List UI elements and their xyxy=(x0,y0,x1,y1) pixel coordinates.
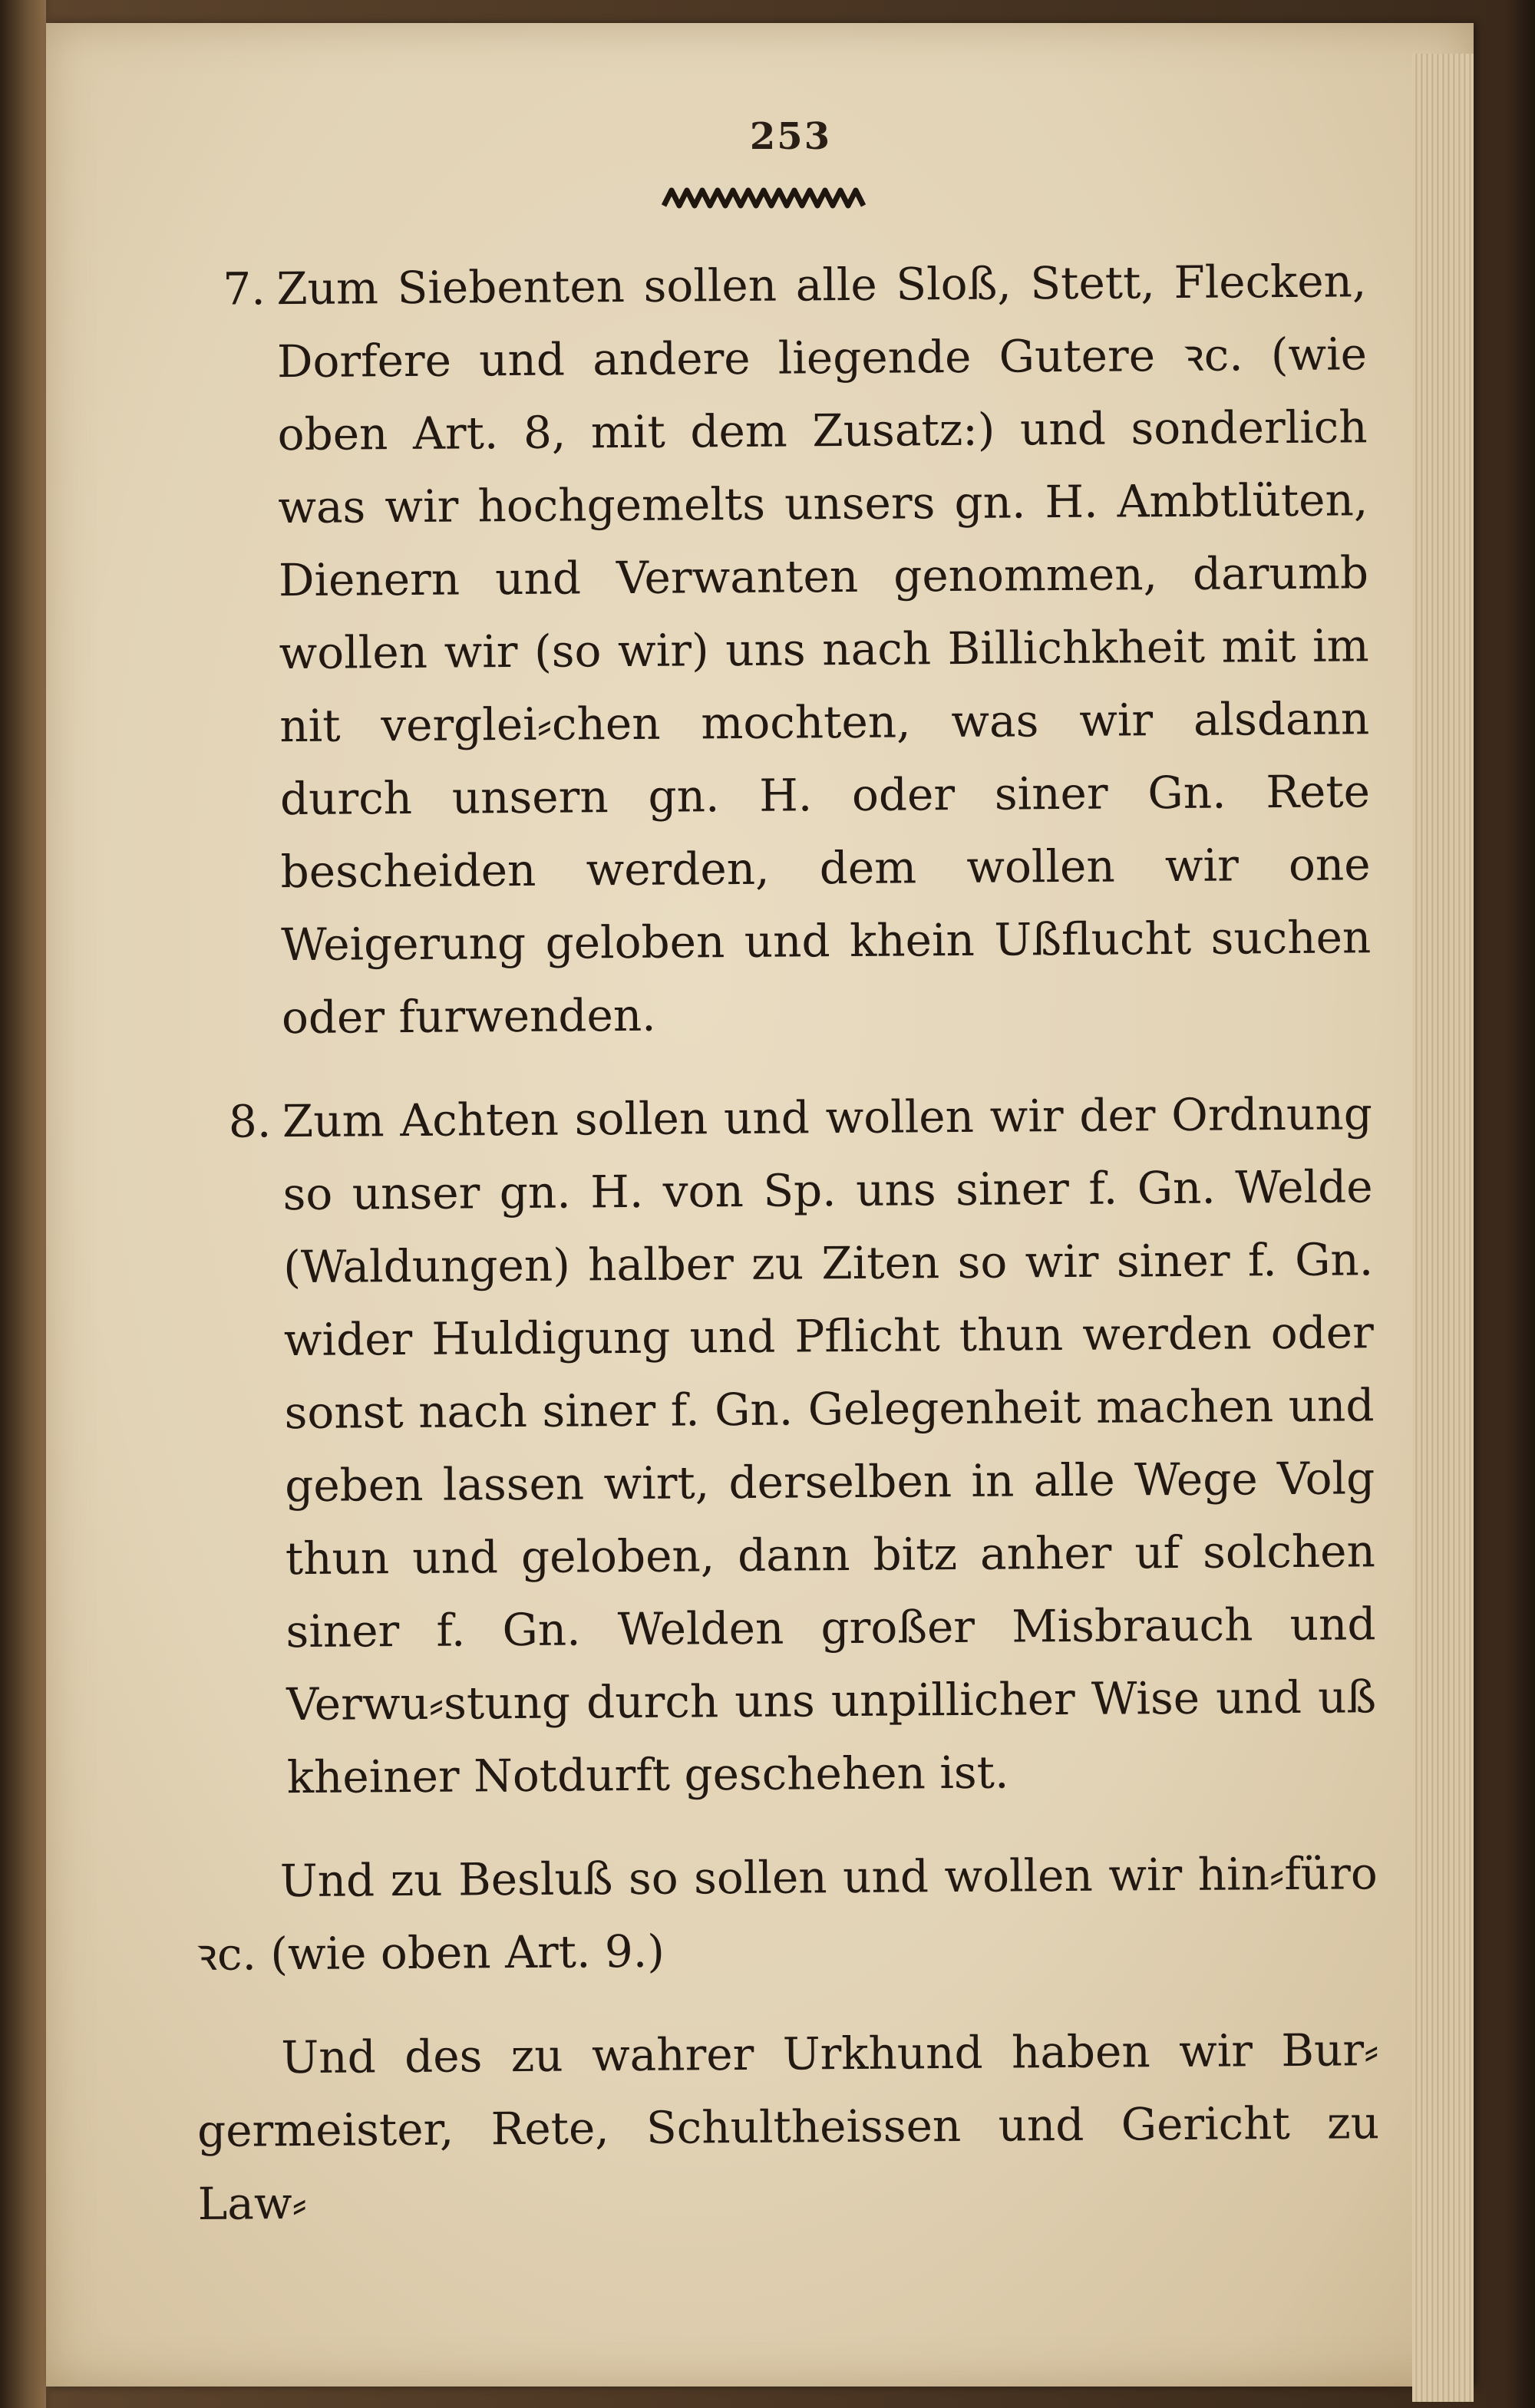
article-text: Zum Siebenten sollen alle Sloß, Stett, Flecken, Dorfere und andere liegende Gutere ꝛc. (wie oben Art. 8, mit dem Zusatz:) und sonderlich was wir hochgemelts unsers gn. H. Ambtlüten, Dienern und Verwanten genommen, darumb wollen wir (so wir) uns nach Billichkheit mit im nit verglei⸗chen mochten, was wir alsdann durch unsern gn. H. oder siner Gn. Rete bescheiden werden, dem wollen wir one Weigerung geloben und khein Ußflucht suchen oder furwenden. xyxy=(276,255,1372,1044)
article-text: Zum Achten sollen und wollen wir der Ordnung so unser gn. H. von Sp. uns siner f. Gn. Welde (Waldungen) halber zu Ziten so wir siner f. Gn. wider Huldigung und Pflicht thun werden oder sonst nach siner f. Gn. Gelegenheit machen und geben lassen wirt, derselben in alle Wege Volg thun und geloben, dann bitz anher uf solchen siner f. Gn. Welden großer Misbrauch und Verwu⸗stung durch uns unpillicher Wise und uß kheiner Notdurft geschehen ist. xyxy=(282,1087,1377,1804)
ornament-divider xyxy=(660,183,867,210)
article-number: 7. xyxy=(223,262,266,315)
article-8 xyxy=(190,1077,1378,1815)
main-text xyxy=(184,245,1380,2241)
article-number: 8. xyxy=(228,1095,272,1148)
page-edges xyxy=(1412,54,1474,2402)
book-binding xyxy=(0,0,46,2408)
article-7 xyxy=(184,245,1372,1055)
book-page xyxy=(46,23,1474,2387)
page-number: 253 xyxy=(749,115,832,158)
attestation-paragraph: Und des zu wahrer Urkhund haben wir Bur⸗germeister, Rete, Schultheissen und Gericht zu Law⸗ xyxy=(196,2024,1380,2230)
closing-paragraph: Und zu Besluß so sollen und wollen wir hin⸗füro ꝛc. (wie oben Art. 9.) xyxy=(196,1847,1378,1981)
